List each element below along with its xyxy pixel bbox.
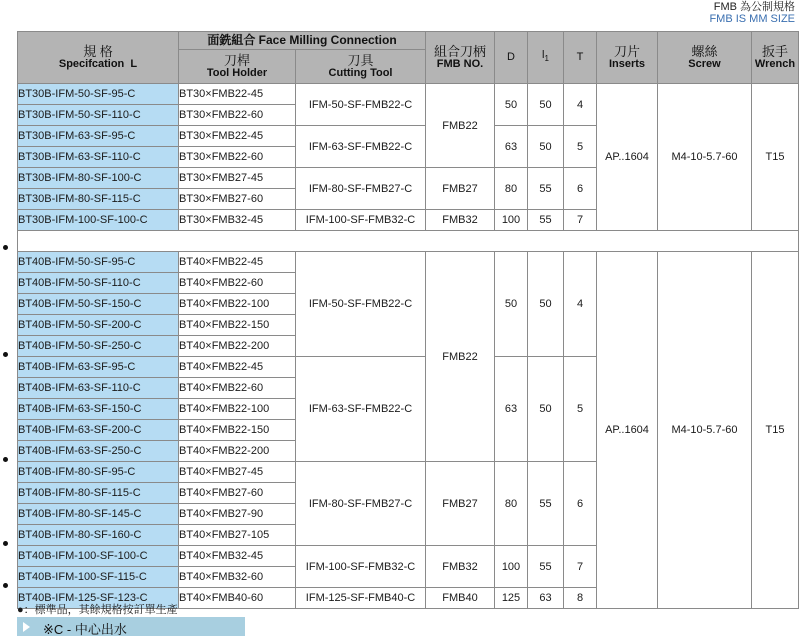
holder-cell: BT40×FMB22-150 [179,420,296,441]
screw-cell: M4-10-5.7-60 [658,252,752,609]
fmb-cell: FMB32 [426,546,495,588]
play-arrow-icon [23,622,30,632]
spec-cell: BT30B-IFM-50-SF-110-C [18,105,179,126]
d-cell: 63 [495,126,528,168]
cutter-cell: IFM-100-SF-FMB32-C [296,210,426,231]
holder-cell: BT40×FMB22-200 [179,336,296,357]
spec-cell: BT40B-IFM-80-SF-145-C [18,504,179,525]
fmb-cell: FMB27 [426,168,495,210]
header-cutter: 刀具 Cutting Tool [296,50,426,84]
t-cell: 6 [564,462,597,546]
standard-legend: ●：標準品，其餘規格按訂單生產 [17,604,178,616]
holder-cell: BT40×FMB22-150 [179,315,296,336]
spec-cell: BT40B-IFM-50-SF-250-C [18,336,179,357]
t-cell: 4 [564,84,597,126]
t-cell: 6 [564,168,597,210]
standard-item-marker [3,583,8,588]
t-cell: 7 [564,546,597,588]
holder-cell: BT30×FMB27-60 [179,189,296,210]
t-cell: 7 [564,210,597,231]
l1-cell: 50 [528,126,564,168]
header-wrench: 扳手 Wrench [752,32,799,84]
metric-note-en: FMB IS MM SIZE [709,13,795,25]
header-t: T [564,32,597,84]
fmb-cell: FMB22 [426,252,495,462]
holder-cell: BT40×FMB27-90 [179,504,296,525]
holder-cell: BT40×FMB32-60 [179,567,296,588]
holder-cell: BT40×FMB22-100 [179,294,296,315]
holder-cell: BT30×FMB22-60 [179,105,296,126]
d-cell: 63 [495,357,528,462]
l1-cell: 55 [528,168,564,210]
spec-cell: BT30B-IFM-80-SF-115-C [18,189,179,210]
cutter-cell: IFM-80-SF-FMB27-C [296,168,426,210]
fmb-cell: FMB32 [426,210,495,231]
d-cell: 100 [495,546,528,588]
inserts-cell: AP..1604 [597,84,658,231]
spec-cell: BT40B-IFM-50-SF-200-C [18,315,179,336]
spec-cell: BT40B-IFM-50-SF-95-C [18,252,179,273]
holder-cell: BT40×FMB22-200 [179,441,296,462]
d-cell: 80 [495,168,528,210]
spec-cell: BT40B-IFM-100-SF-115-C [18,567,179,588]
spec-cell: BT40B-IFM-63-SF-200-C [18,420,179,441]
standard-item-marker [3,541,8,546]
cutter-cell: IFM-80-SF-FMB27-C [296,462,426,546]
holder-cell: BT30×FMB22-60 [179,147,296,168]
header-spec: 規 格 Specifcation L [18,32,179,84]
spec-cell: BT30B-IFM-63-SF-110-C [18,147,179,168]
l1-cell: 55 [528,546,564,588]
standard-item-marker [3,245,8,250]
spec-cell: BT40B-IFM-63-SF-150-C [18,399,179,420]
standard-item-marker [3,352,8,357]
standard-item-marker [3,457,8,462]
cutter-cell: IFM-63-SF-FMB22-C [296,357,426,462]
spec-cell: BT30B-IFM-50-SF-95-C [18,84,179,105]
holder-cell: BT40×FMB22-100 [179,399,296,420]
l1-cell: 50 [528,252,564,357]
header-holder: 刀桿 Tool Holder [179,50,296,84]
table-row [18,252,799,273]
holder-cell: BT40×FMB32-45 [179,546,296,567]
d-cell: 80 [495,462,528,546]
spec-cell: BT30B-IFM-80-SF-100-C [18,168,179,189]
t-cell: 4 [564,252,597,357]
d-cell: 50 [495,84,528,126]
d-cell: 50 [495,252,528,357]
d-cell: 100 [495,210,528,231]
holder-cell: BT40×FMB27-105 [179,525,296,546]
holder-cell: BT40×FMB22-45 [179,252,296,273]
holder-cell: BT40×FMB22-60 [179,273,296,294]
wrench-cell: T15 [752,84,799,231]
fmb-cell: FMB22 [426,84,495,168]
spec-cell: BT40B-IFM-100-SF-100-C [18,546,179,567]
holder-cell: BT40×FMB27-60 [179,483,296,504]
holder-cell: BT40×FMB40-60 [179,588,296,609]
l1-cell: 55 [528,210,564,231]
metric-note-zh: FMB 為公制規格 [713,1,795,13]
inserts-cell: AP..1604 [597,252,658,609]
holder-cell: BT40×FMB22-60 [179,378,296,399]
fmb-cell: FMB40 [426,588,495,609]
holder-cell: BT30×FMB22-45 [179,84,296,105]
cutter-cell: IFM-63-SF-FMB22-C [296,126,426,168]
header-screw: 螺絲 Screw [658,32,752,84]
t-cell: 5 [564,357,597,462]
wrench-cell: T15 [752,252,799,609]
t-cell: 8 [564,588,597,609]
spec-cell: BT40B-IFM-50-SF-110-C [18,273,179,294]
t-cell: 5 [564,126,597,168]
l1-cell: 55 [528,462,564,546]
spec-cell: BT40B-IFM-80-SF-95-C [18,462,179,483]
spec-cell: BT40B-IFM-80-SF-160-C [18,525,179,546]
holder-cell: BT40×FMB22-45 [179,357,296,378]
header-connection: 面銑組合 Face Milling Connection [179,32,426,50]
spec-cell: BT40B-IFM-63-SF-95-C [18,357,179,378]
holder-cell: BT30×FMB32-45 [179,210,296,231]
cutter-cell: IFM-100-SF-FMB32-C [296,546,426,588]
l1-cell: 63 [528,588,564,609]
block-separator [18,231,799,252]
cutter-cell: IFM-50-SF-FMB22-C [296,252,426,357]
holder-cell: BT40×FMB27-45 [179,462,296,483]
l1-cell: 50 [528,84,564,126]
spec-table [17,31,799,609]
cutter-cell: IFM-125-SF-FMB40-C [296,588,426,609]
spec-cell: BT30B-IFM-100-SF-100-C [18,210,179,231]
spec-cell: BT40B-IFM-80-SF-115-C [18,483,179,504]
l1-cell: 50 [528,357,564,462]
holder-cell: BT30×FMB22-45 [179,126,296,147]
d-cell: 125 [495,588,528,609]
holder-cell: BT30×FMB27-45 [179,168,296,189]
coolant-banner-text: ※C - 中心出水 [43,622,127,637]
spec-cell: BT40B-IFM-63-SF-110-C [18,378,179,399]
table-row [18,84,799,105]
spec-cell: BT40B-IFM-63-SF-250-C [18,441,179,462]
header-d: D [495,32,528,84]
header-l1: $l_1$ [528,32,564,84]
header-fmb: 組合刀柄 FMB NO. [426,32,495,84]
coolant-banner [17,617,245,636]
spec-cell: BT40B-IFM-50-SF-150-C [18,294,179,315]
spec-cell: BT40B-IFM-125-SF-123-C [18,588,179,609]
spec-cell: BT30B-IFM-63-SF-95-C [18,126,179,147]
screw-cell: M4-10-5.7-60 [658,84,752,231]
fmb-cell: FMB27 [426,462,495,546]
cutter-cell: IFM-50-SF-FMB22-C [296,84,426,126]
header-inserts: 刀片 Inserts [597,32,658,84]
